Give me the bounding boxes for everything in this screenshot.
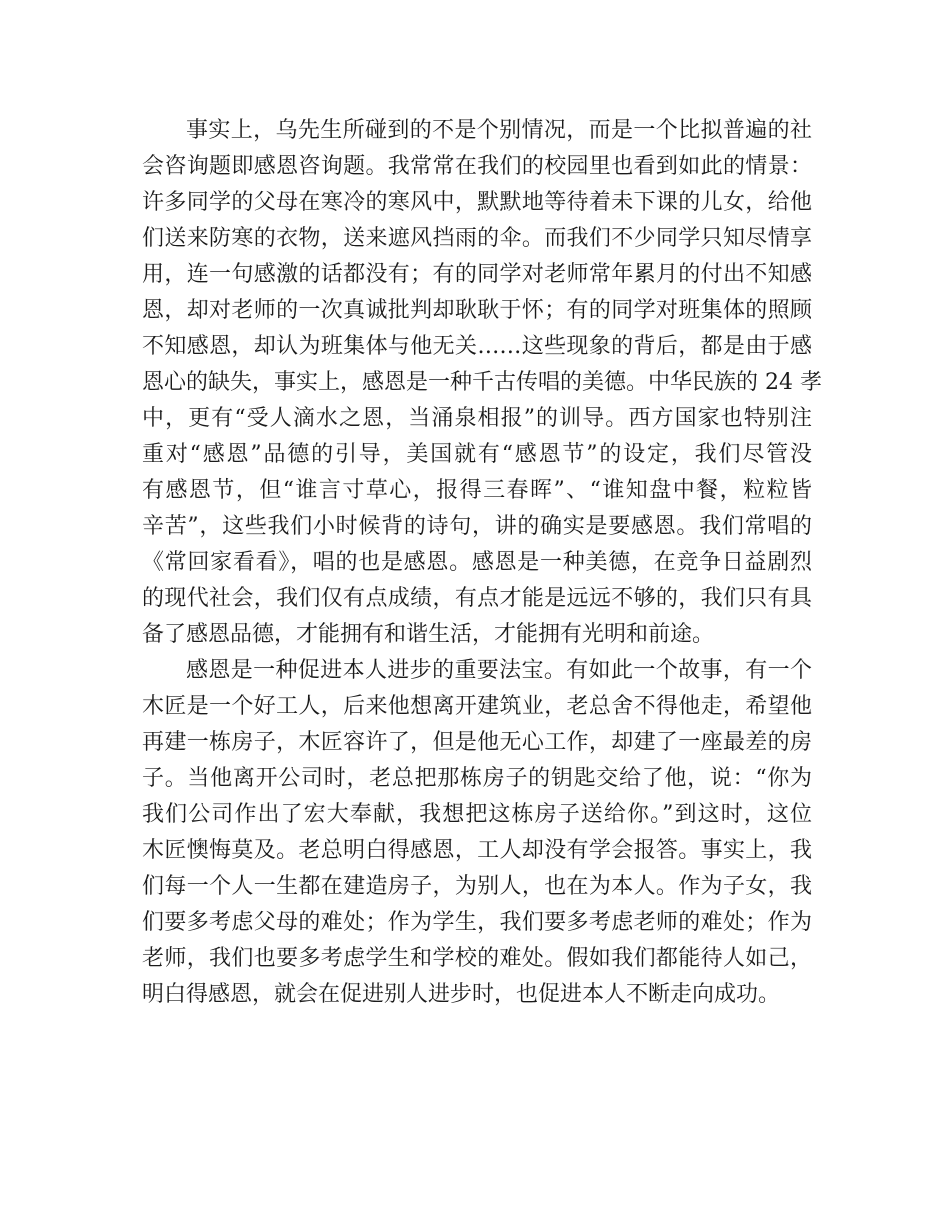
text-line: 木匠是一个好工人，后来他想离开建筑业，老总舍不得他走，希望他: [142, 694, 812, 719]
text-line: 感恩是一种促进本人进步的重要法宝。有如此一个故事，有一个: [186, 658, 812, 683]
text-line: 们每一个人一生都在建造房子，为别人，也在为本人。作为子女，我: [142, 874, 812, 899]
text-line: 的现代社会，我们仅有点成绩，有点才能是远远不够的，我们只有具: [142, 586, 812, 611]
text-line: 重对“感恩”品德的引导，美国就有“感恩节”的设定，我们尽管没: [142, 442, 812, 467]
text-line: 木匠懊悔莫及。老总明白得感恩，工人却没有学会报答。事实上，我: [142, 838, 812, 863]
text-line: 会咨询题即感恩咨询题。我常常在我们的校园里也看到如此的情景：: [142, 154, 812, 179]
text-line: 许多同学的父母在寒冷的寒风中，默默地等待着未下课的儿女，给他: [142, 190, 812, 215]
paragraph-1: [142, 113, 822, 653]
text-line: 明白得感恩，就会在促进别人进步时，也促进本人不断走向成功。: [142, 982, 781, 1007]
paragraph-2: [142, 653, 812, 1013]
text-line: 用，连一句感激的话都没有；有的同学对老师常年累月的付出不知感: [142, 262, 812, 287]
text-line: 我们公司作出了宏大奉献，我想把这栋房子送给你。”到这时，这位: [142, 802, 812, 827]
text-line: 备了感恩品德，才能拥有和谐生活，才能拥有光明和前途。: [142, 622, 715, 647]
text-line: 们送来防寒的衣物，送来遮风挡雨的伞。而我们不少同学只知尽情享: [142, 226, 812, 251]
text-line: 再建一栋房子，木匠容许了，但是他无心工作，却建了一座最差的房: [142, 730, 812, 755]
text-line: 恩，却对老师的一次真诚批判却耿耿于怀；有的同学对班集体的照顾: [142, 298, 812, 323]
document-page: [142, 113, 822, 1013]
text-line: 老师，我们也要多考虑学生和学校的难处。假如我们都能待人如己，: [142, 946, 812, 971]
text-line: 恩心的缺失，事实上，感恩是一种千古传唱的美德。中华民族的 24 孝: [142, 370, 822, 395]
text-line: 辛苦”，这些我们小时候背的诗句，讲的确实是要感恩。我们常唱的: [142, 514, 812, 539]
text-line: 有感恩节，但“谁言寸草心，报得三春晖”、“谁知盘中餐，粒粒皆: [142, 478, 812, 503]
text-line: 《常回家看看》，唱的也是感恩。感恩是一种美德，在竞争日益剧烈: [142, 550, 812, 575]
text-line: 们要多考虑父母的难处；作为学生，我们要多考虑老师的难处；作为: [142, 910, 812, 935]
text-line: 事实上，乌先生所碰到的不是个别情况，而是一个比拟普遍的社: [186, 118, 812, 143]
text-line: 子。当他离开公司时，老总把那栋房子的钥匙交给了他，说：“你为: [142, 766, 812, 791]
text-line: 中，更有“受人滴水之恩，当涌泉相报”的训导。西方国家也特别注: [142, 406, 812, 431]
text-line: 不知感恩，却认为班集体与他无关……这些现象的背后，都是由于感: [142, 334, 812, 359]
